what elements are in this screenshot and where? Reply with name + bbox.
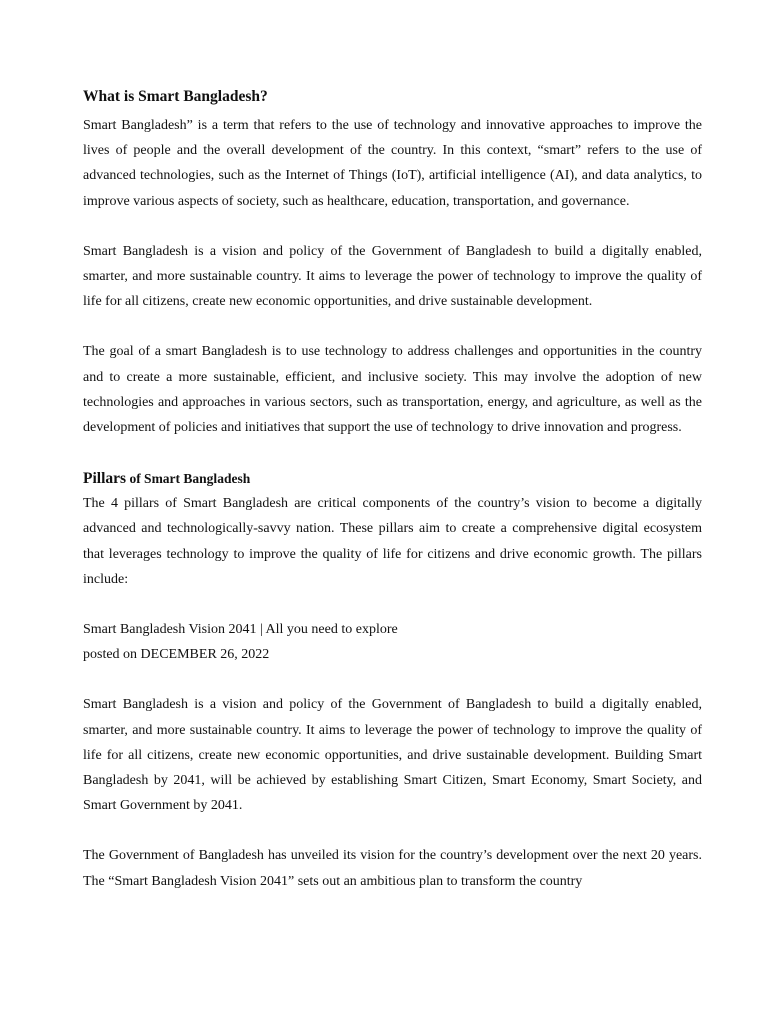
- paragraph-definition: Smart Bangladesh” is a term that refers to the use of technology and innovative approaches to improve the lives of people and the overall development of the country. In this context, “smart” refers to the use of advanced technologies, such as the Internet of Things (IoT), artificial intelligence (AI), and data analytics, to improve various aspects of society, such as healthcare, education, transportation, and governance.: [83, 118, 702, 209]
- spacer: [83, 440, 702, 464]
- heading-pillars-rest: of Smart Bangladesh: [126, 471, 251, 487]
- paragraph-vision-policy: Smart Bangladesh is a vision and policy of the Government of Bangladesh to build a digitally enabled, smarter, and more sustainable country. It aims to leverage the power of technology to improve the quality of life for all citizens, create new economic opportunities, and drive sustainable development.: [83, 243, 702, 310]
- paragraph-government-vision: The Government of Bangladesh has unveiled its vision for the country’s development over the next 20 years. The “Smart Bangladesh Vision 2041” sets out an ambitious plan to transform the country: [83, 848, 702, 889]
- spacer: [83, 818, 702, 843]
- post-date: posted on DECEMBER 26, 2022: [83, 647, 270, 663]
- heading-what-is-smart-bangladesh: What is Smart Bangladesh?: [83, 88, 268, 105]
- spacer: [83, 314, 702, 339]
- document-page: [83, 84, 702, 894]
- spacer: [83, 214, 702, 239]
- spacer: [83, 592, 702, 617]
- paragraph-goal: The goal of a smart Bangladesh is to use technology to address challenges and opportunities in the country and to create a more sustainable, efficient, and inclusive society. This may involve the adoption of new technologies and approaches in various sectors, such as transportation, energy, and agriculture, as well as the development of policies and initiatives that support the use of technology to drive innovation and progress.: [83, 344, 702, 436]
- article-title: Smart Bangladesh Vision 2041 | All you need to explore: [83, 622, 398, 638]
- heading-pillars: [83, 464, 702, 491]
- paragraph-vision-2041: Smart Bangladesh is a vision and policy of the Government of Bangladesh to build a digitally enabled, smarter, and more sustainable country. It aims to leverage the power of technology to improve the quality of life for all citizens, create new economic opportunities, and drive sustainable development. Building Smart Bangladesh by 2041, will be achieved by establishing Smart Citizen, Smart Economy, Smart Society, and Smart Government by 2041.: [83, 697, 702, 814]
- paragraph-pillars-intro: The 4 pillars of Smart Bangladesh are critical components of the country’s vision to become a digitally advanced and technologically-savvy nation. These pillars aim to create a comprehensive digital ecosystem that leverages technology to improve the quality of life for citizens and drive economic growth. The pillars include:: [83, 496, 702, 587]
- spacer: [83, 667, 702, 692]
- heading-pillars-word: Pillars: [83, 470, 127, 488]
